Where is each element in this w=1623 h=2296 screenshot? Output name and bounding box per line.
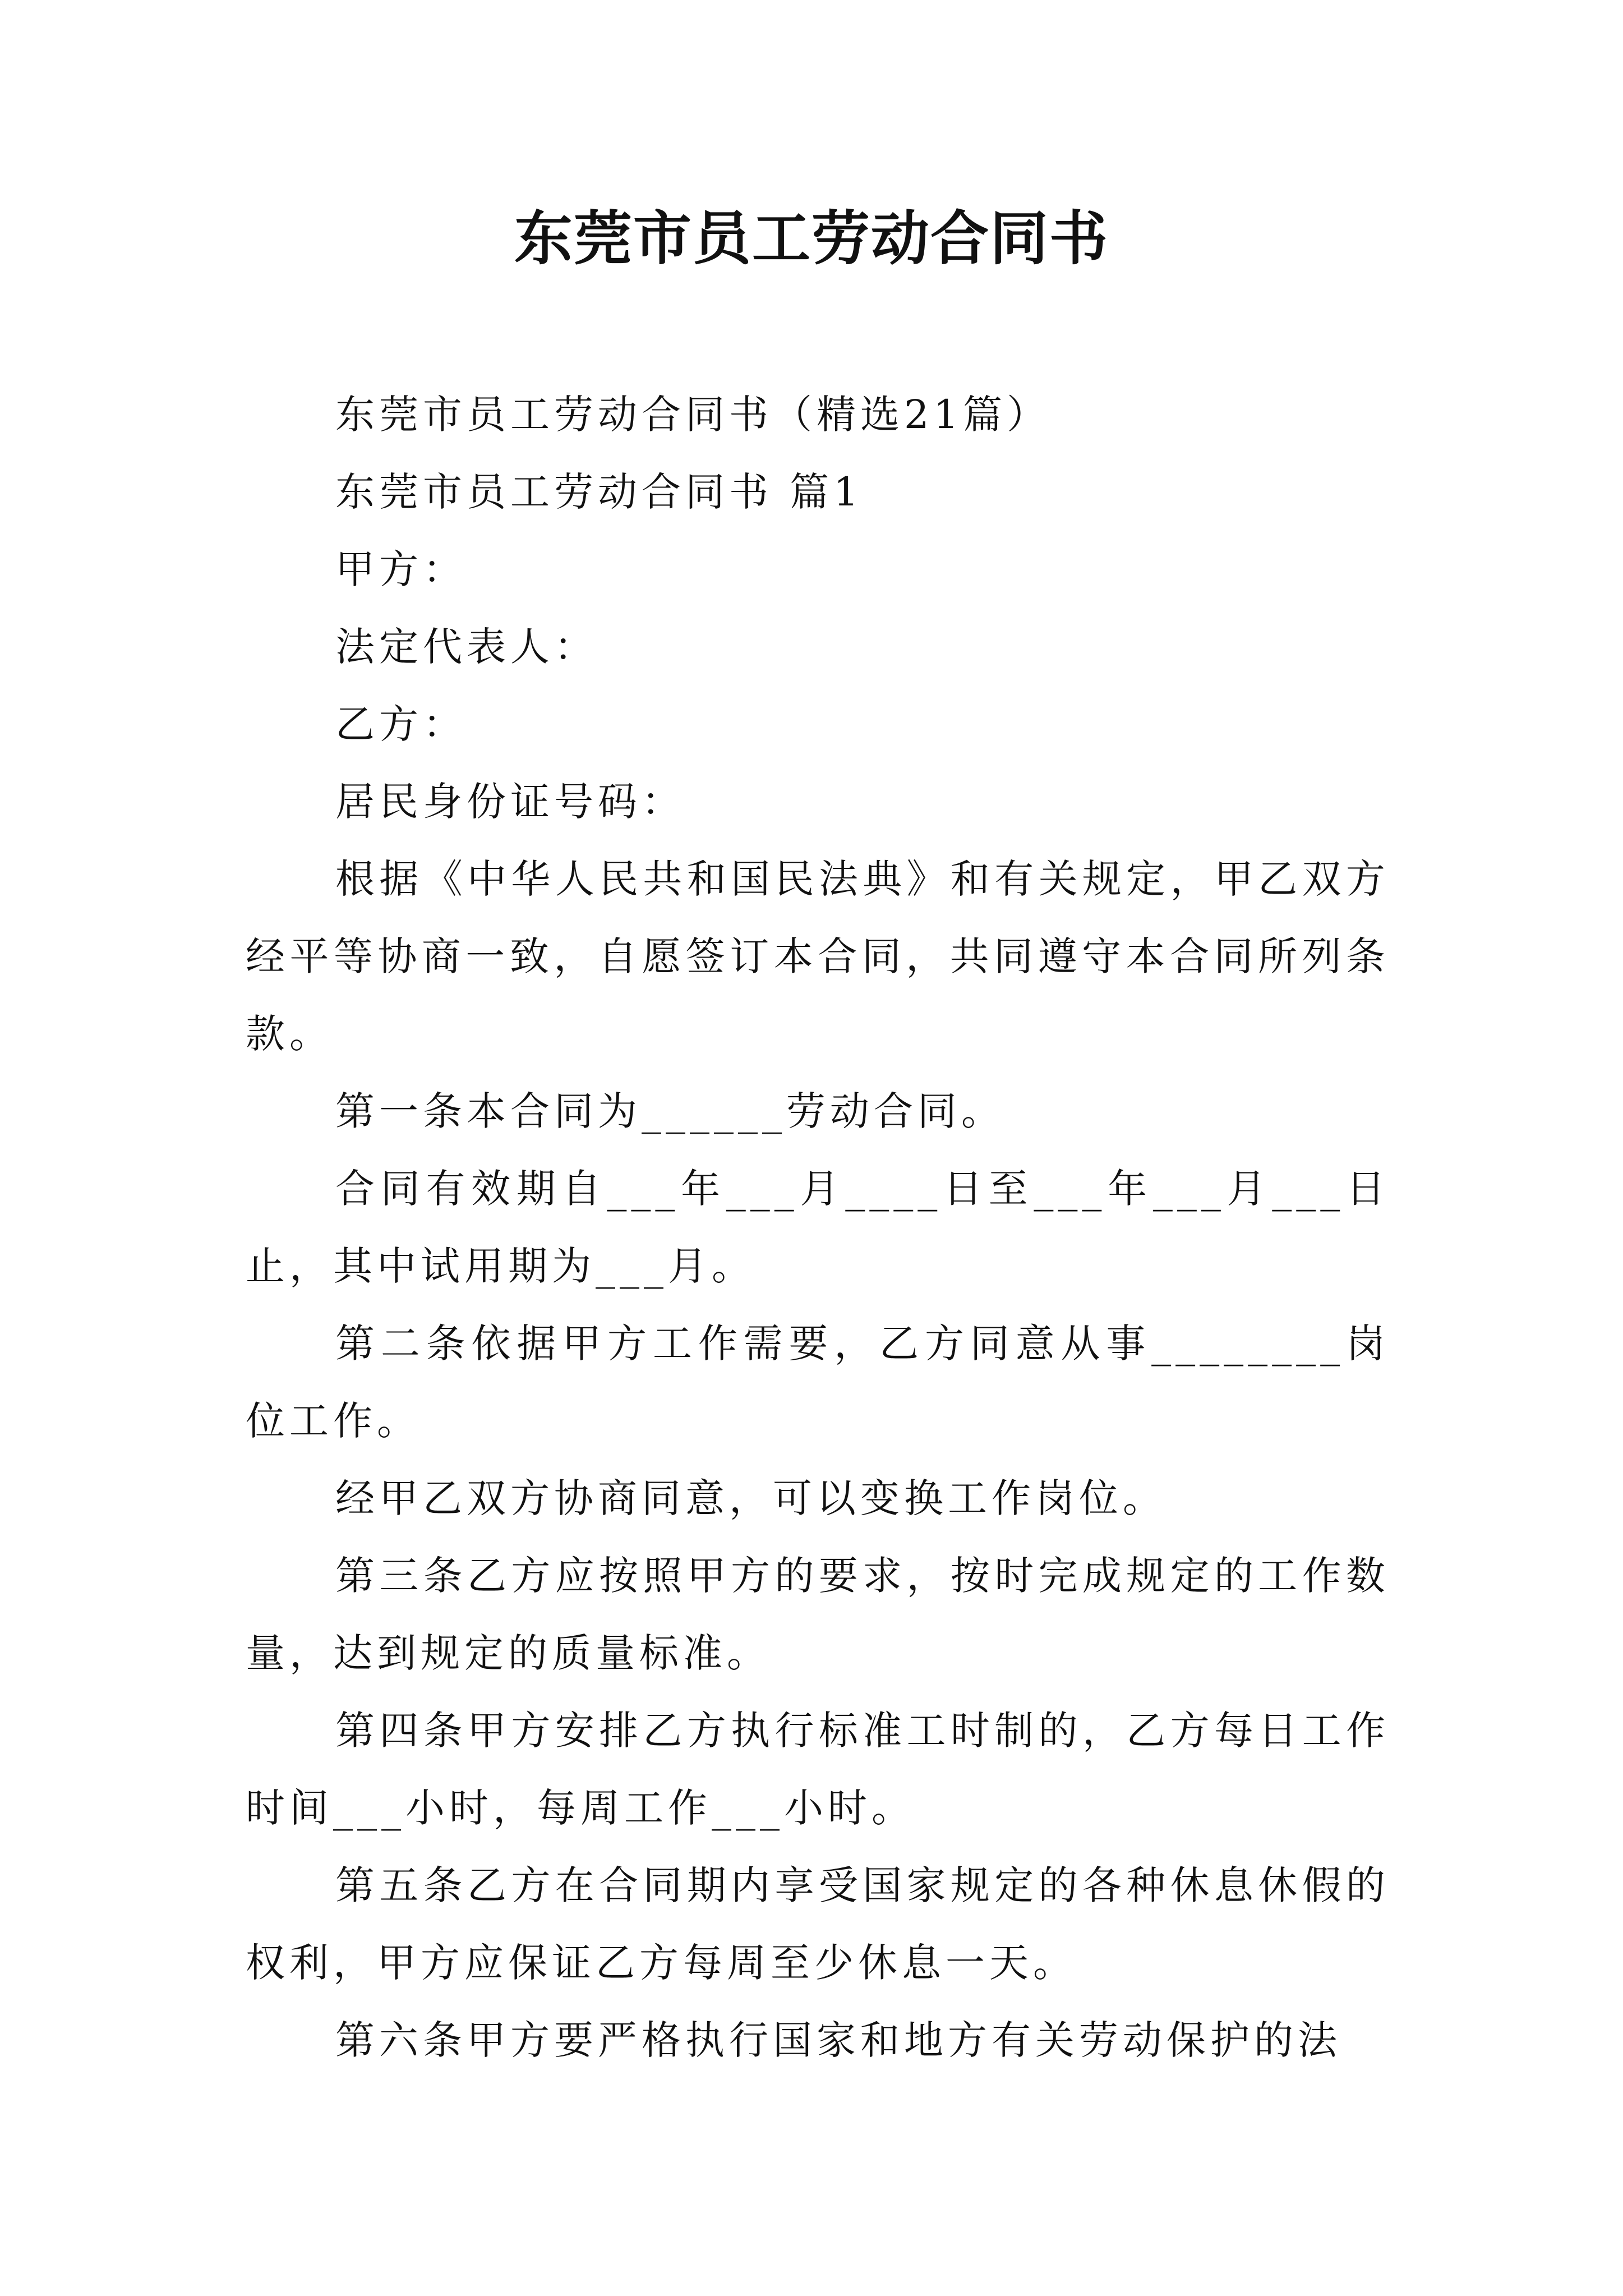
paragraph-preamble: 根据《中华人民共和国民法典》和有关规定，甲乙双方经平等协商一致，自愿签订本合同，共同遵守本合同所列条款。: [246, 856, 1390, 1057]
paragraph-id-number: 居民身份证号码：: [335, 779, 685, 825]
paragraph-contract-term: 合同有效期自___年___月____日至___年___月___日止，其中试用期为___月。: [246, 1166, 1390, 1289]
paragraph-party-a: 甲方：: [335, 546, 467, 592]
paragraph-section-heading: 东莞市员工劳动合同书 篇1: [335, 469, 863, 515]
paragraph-article-3: 第三条乙方应按照甲方的要求，按时完成规定的工作数量，达到规定的质量标准。: [246, 1553, 1390, 1676]
paragraph-article-4: 第四条甲方安排乙方执行标准工时制的，乙方每日工作时间___小时，每周工作___小时。: [246, 1708, 1390, 1831]
paragraph-legal-representative: 法定代表人：: [335, 624, 598, 670]
paragraph-subtitle: 东莞市员工劳动合同书（精选21篇）: [335, 392, 1051, 438]
document-title: 东莞市员工劳动合同书: [514, 204, 1109, 273]
paragraph-article-2: 第二条依据甲方工作需要，乙方同意从事________岗位工作。: [246, 1320, 1390, 1444]
document-body: [246, 376, 1390, 2079]
paragraph-article-5: 第五条乙方在合同期内享受国家规定的各种休息休假的权利，甲方应保证乙方每周至少休息一天。: [246, 1862, 1390, 1986]
paragraph-article-1: 第一条本合同为______劳动合同。: [335, 1088, 1005, 1134]
paragraph-article-6: 第六条甲方要严格执行国家和地方有关劳动保护的法: [335, 2017, 1341, 2063]
paragraph-party-b: 乙方：: [335, 701, 467, 747]
paragraph-position-change: 经甲乙双方协商同意，可以变换工作岗位。: [335, 1475, 1166, 1521]
